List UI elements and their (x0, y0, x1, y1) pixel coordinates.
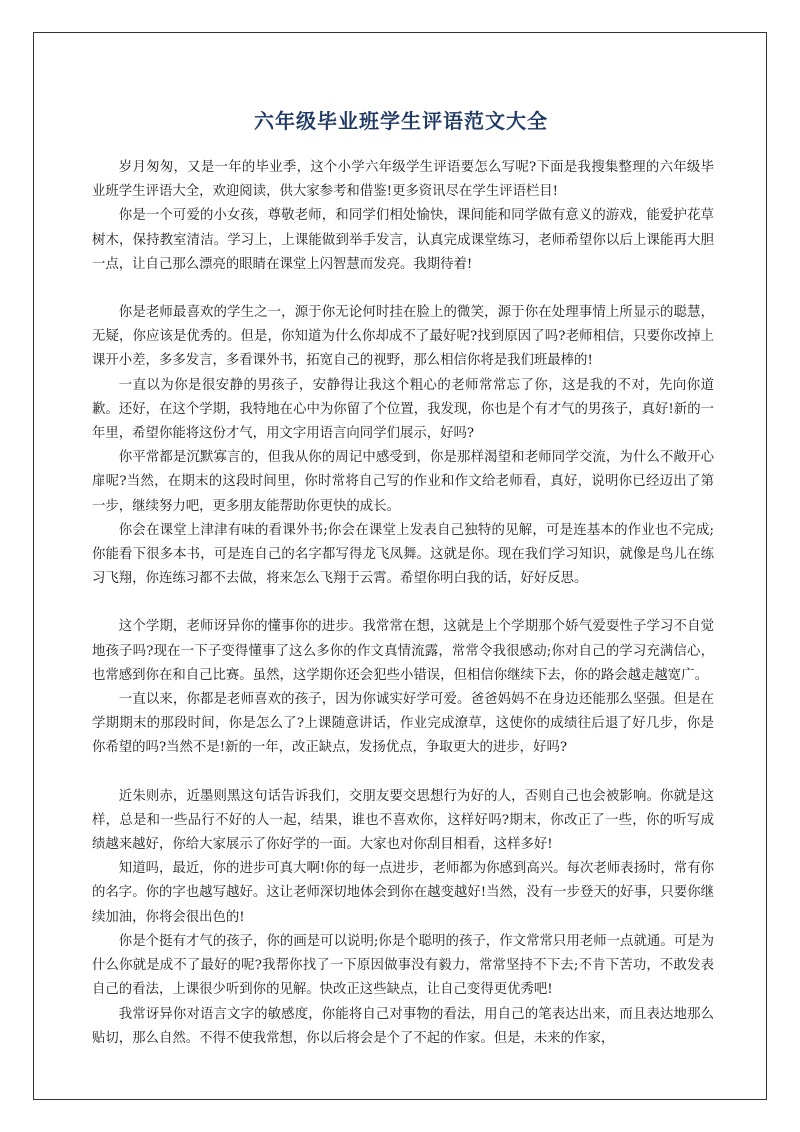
comment-paragraph: 我常讶异你对语言文字的敏感度，你能将自己对事物的看法，用自己的笔表达出来，而且表达地那么贴切，那么自然。不得不使我常想，你以后将会是个了不起的作家。但是，未来的作家， (92, 1006, 714, 1046)
comment-paragraph: 你是一个可爱的小女孩，尊敬老师，和同学们相处愉快，课间能和同学做有意义的游戏，能爱护花草树木，保持教室清洁。学习上，上课能做到举手发言，认真完成课堂练习，老师希望你以后上课能再大胆一点，让自己那么漂亮的眼睛在课堂上闪智慧而发亮。我期待着! (92, 208, 714, 272)
comment-paragraph: 知道吗，最近，你的进步可真大啊!你的每一点进步，老师都为你感到高兴。每次老师表扬时，常有你的名字。你的字也越写越好。这让老师深切地体会到你在越变越好!当然，没有一步登天的好事，只要你继续加油，你将会很出色的! (92, 861, 714, 925)
document-page (33, 32, 767, 1100)
comment-paragraph: 近朱则赤，近墨则黑这句话告诉我们，交朋友要交思想行为好的人，否则自己也会被影响。你就是这样，总是和一些品行不好的人一起，结果，谁也不喜欢你，这样好吗?期末，你改正了一些，你的听写成绩越来越好，你给大家展示了你好学的一面。大家也对你刮目相看，这样多好! (92, 788, 714, 853)
document-body (92, 156, 714, 1051)
intro-paragraph: 岁月匆匆，又是一年的毕业季，这个小学六年级学生评语要怎么写呢?下面是我搜集整理的六年级毕业班学生评语大全，欢迎阅读，供大家参考和借鉴!更多资讯尽在学生评语栏目! (92, 160, 714, 200)
paragraph-gap (92, 761, 714, 785)
document-title: 六年级毕业班学生评语范文大全 (254, 109, 548, 133)
comment-paragraph: 你平常都是沉默寡言的，但我从你的周记中感受到，你是那样渴望和老师同学交流，为什么不敞开心扉呢?当然，在期末的这段时间里，你时常将自己写的作业和作文给老师看，真好，说明你已经迈出了第一步，继续努力吧，更多朋友能帮助你更快的成长。 (92, 450, 714, 514)
comment-paragraph: 这个学期，老师讶异你的懂事你的进步。我常常在想，这就是上个学期那个娇气爱耍性子学习不自觉地孩子吗?现在一下子变得懂事了这么多你的作文真情流露，常常令我很感动;你对自己的学习充满信心，也常感到你在和自己比赛。虽然，这学期你还会犯些小错误，但相信你继续下去，你的路会越走越宽广。 (92, 619, 714, 683)
paragraph-gap (92, 591, 714, 615)
comment-paragraph: 一直以来，你都是老师喜欢的孩子，因为你诚实好学可爱。爸爸妈妈不在身边还能那么坚强。但是在学期期末的那段时间，你是怎么了?上课随意讲话，作业完成潦草，这使你的成绩往后退了好几步，你是你希望的吗?当然不是!新的一年，改正缺点，发扬优点，争取更大的进步，好吗? (92, 692, 714, 756)
paragraph-gap (92, 277, 714, 301)
comment-paragraph: 你会在课堂上津津有味的看课外书;你会在课堂上发表自己独特的见解，可是连基本的作业也不完成;你能看下很多本书，可是连自己的名字都写得龙飞凤舞。这就是你。现在我们学习知识，就像是鸟儿在练习飞翔，你连练习都不去做，将来怎么飞翔于云霄。希望你明白我的话，好好反思。 (92, 522, 714, 587)
comment-paragraph: 你是个挺有才气的孩子，你的画是可以说明;你是个聪明的孩子，作文常常只用老师一点就通。可是为什么你就是成不了最好的呢?我帮你找了一下原因做事没有毅力，常常坚持不下去;不肯下苦功，不敢发表自己的看法，上课很少听到你的见解。快改正这些缺点，让自己变得更优秀吧! (92, 933, 714, 998)
comment-paragraph: 你是老师最喜欢的学生之一，源于你无论何时挂在脸上的微笑，源于你在处理事情上所显示的聪慧，无疑，你应该是优秀的。但是，你知道为什么你却成不了最好呢?找到原因了吗?老师相信，只要你改掉上课开小差，多多发言，多看课外书，拓宽自己的视野，那么相信你将是我们班最棒的! (92, 305, 714, 369)
comment-paragraph: 一直以为你是很安静的男孩子，安静得让我这个粗心的老师常常忘了你，这是我的不对，先向你道歉。还好，在这个学期，我特地在心中为你留了个位置，我发现，你也是个有才气的男孩子，真好!新的一年里，希望你能将这份才气，用文字用语言向同学们展示，好吗? (92, 377, 714, 442)
